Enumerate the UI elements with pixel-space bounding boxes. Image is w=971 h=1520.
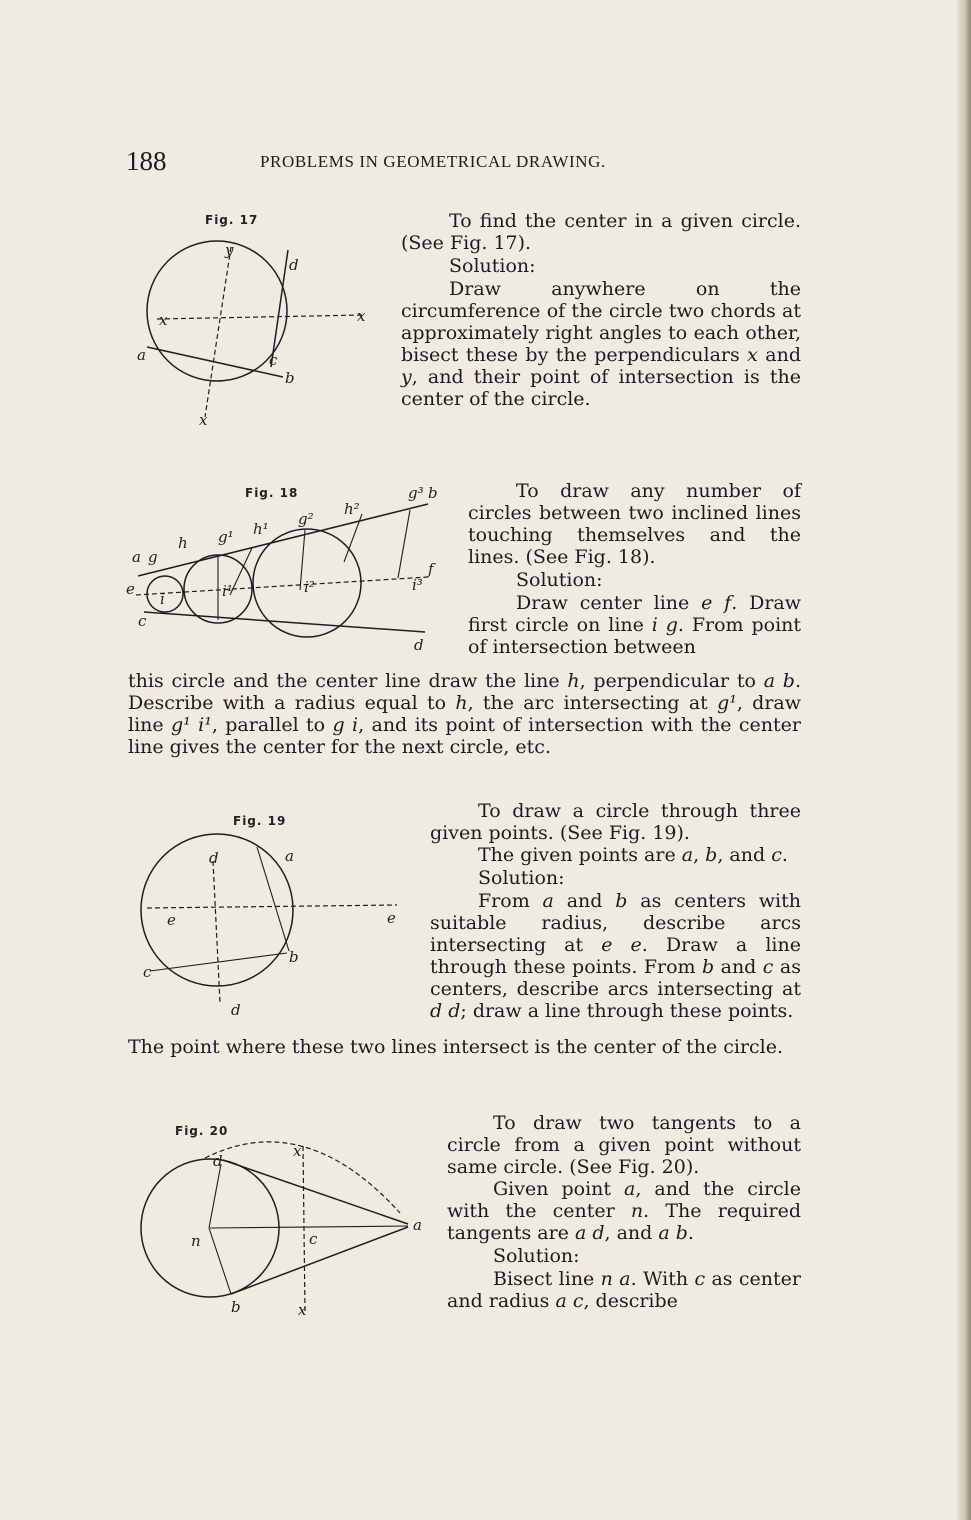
fig20-tangent-ab: [231, 1227, 408, 1294]
fig20-mark-c: c: [309, 1230, 318, 1248]
fig19-mark-e-right: e: [387, 909, 396, 927]
fig17-mark-x-left: x: [159, 311, 168, 329]
running-header: [126, 146, 806, 180]
fig18-mark-i3: i³: [412, 576, 423, 594]
fig18-body-wrap: Draw center line e f. Draw first circle on line i g. From point of intersection between: [468, 592, 802, 658]
fig19-bisector-ee: [147, 905, 397, 908]
fig18-mark-g1: g¹: [218, 528, 234, 546]
fig18-diagram: [126, 480, 460, 660]
fig17-diagram: [135, 225, 385, 430]
fig20-heading: To draw two tangents to a circle from a given point without same circle. (See Fig. 20).: [447, 1112, 801, 1178]
fig20-radius-nd: [209, 1164, 221, 1228]
fig20-arc: [205, 1142, 400, 1213]
fig19-mark-d-top: d: [209, 849, 219, 867]
fig20-mark-n: n: [191, 1232, 201, 1250]
fig17-solution: Solution:: [449, 255, 536, 277]
fig18-text-wrap: [468, 480, 801, 658]
fig19-body-full: The point where these two lines intersect is the center of the circle.: [128, 1036, 784, 1058]
fig17-mark-c: c: [269, 351, 278, 369]
fig17-heading: To find the center in a given circle. (See Fig. 17).: [401, 210, 801, 254]
fig19-mark-c: c: [143, 963, 152, 981]
fig17-mark-a: a: [137, 346, 146, 364]
fig20-mark-x-bottom: x: [298, 1301, 307, 1319]
fig18-mark-b: b: [428, 484, 438, 502]
fig18-mark-f: f: [428, 560, 434, 578]
fig19-mark-a: a: [285, 847, 294, 865]
fig20-bisector-x: [303, 1146, 305, 1312]
fig17-label: Fig. 17: [205, 213, 259, 227]
fig18-mark-h2: h²: [344, 500, 360, 518]
fig18-mark-d: d: [414, 636, 424, 654]
fig18-heading: To draw any number of circles between two inclined lines touching themselves and the lines. (See Fig. 18).: [468, 480, 801, 568]
fig20-mark-b: b: [231, 1298, 241, 1316]
fig17-chord-dc: [271, 250, 288, 367]
fig18-mark-g3: g³: [408, 484, 424, 502]
fig19-bisector-dd: [213, 861, 220, 1003]
page-number: 188: [126, 146, 167, 176]
fig17-text: [401, 210, 801, 410]
fig19-mark-d-bottom: d: [231, 1001, 241, 1019]
fig17-perpendicular-x: [157, 315, 363, 319]
fig20-mark-x-top: x: [293, 1142, 302, 1160]
page-edge: [957, 0, 971, 1520]
fig18-mark-g: g: [148, 548, 158, 566]
fig19-text-full: [128, 1036, 801, 1058]
fig18-mark-i2: i²: [304, 578, 315, 596]
fig19-body-wrap: From a and b as centers with suitable radius, describe arcs intersecting at e e. Draw a line through these points. From b and c as centers, describe arcs intersecting at d d; draw a line through these points.: [430, 890, 802, 1022]
fig18-mark-i: i: [160, 590, 165, 608]
fig20-line-na: [210, 1226, 408, 1228]
fig18-mark-h: h: [178, 534, 188, 552]
fig18-mark-i1: i¹: [222, 582, 233, 600]
fig20-given: Given point a, and the circle with the center n. The required tangents are a d, and a b.: [447, 1178, 802, 1244]
fig17-mark-x-right: x: [357, 307, 366, 325]
fig18-mark-c: c: [138, 612, 147, 630]
fig18-line-g3: [398, 510, 410, 578]
fig19-heading: To draw a circle through three given points. (See Fig. 19).: [430, 800, 801, 844]
fig19-text-wrap: [430, 800, 801, 1022]
running-title: PROBLEMS IN GEOMETRICAL DRAWING.: [260, 152, 606, 171]
fig20-radius-nb: [209, 1228, 231, 1294]
fig17-body: Draw anywhere on the circumference of the circle two chords at approximately right angles to each other, bisect these by the perpendiculars x and y, and their point of intersection is the center of the circle.: [401, 278, 801, 410]
fig19-mark-e-left: e: [167, 911, 176, 929]
fig20-label: Fig. 20: [175, 1124, 229, 1138]
fig20-diagram: [135, 1118, 435, 1328]
fig19-mark-b: b: [289, 948, 299, 966]
fig17-mark-b: b: [285, 369, 295, 387]
fig18-mark-h1: h¹: [253, 520, 269, 538]
fig19-solution: Solution:: [478, 867, 565, 889]
fig18-text-full: [128, 670, 801, 758]
fig20-solution: Solution:: [493, 1245, 580, 1267]
fig18-mark-g2: g²: [298, 510, 314, 528]
fig18-mark-a: a: [132, 548, 141, 566]
fig18-center-line: [136, 577, 428, 595]
fig17-perpendicular-y: [205, 247, 231, 417]
fig17-mark-x-bottom: x: [199, 411, 208, 429]
fig17-mark-d: d: [289, 256, 299, 274]
fig17-mark-y: y: [225, 241, 234, 259]
fig19-label: Fig. 19: [233, 814, 287, 828]
fig18-label: Fig. 18: [245, 486, 299, 500]
fig18-line-cd: [144, 612, 425, 632]
fig20-tangent-ad: [223, 1160, 408, 1224]
fig19-given: The given points are a, b, and c.: [478, 844, 788, 866]
fig19-diagram: [125, 825, 425, 1025]
fig18-solution: Solution:: [516, 569, 603, 591]
fig20-body: Bisect line n a. With c as center and radius a c, describe: [447, 1268, 801, 1312]
fig18-mark-e: e: [126, 580, 135, 598]
fig17-circle: [147, 241, 287, 381]
fig20-mark-d: d: [213, 1152, 223, 1170]
fig20-text: [447, 1112, 801, 1312]
fig20-mark-a: a: [413, 1216, 422, 1234]
fig18-body-full: this circle and the center line draw the line h, perpendicular to a b. Describe with a radius equal to h, the arc intersecting at g¹, draw line g¹ i¹, parallel to g i, and its point of intersection with the center line gives the center for the next circle, etc.: [128, 670, 802, 758]
